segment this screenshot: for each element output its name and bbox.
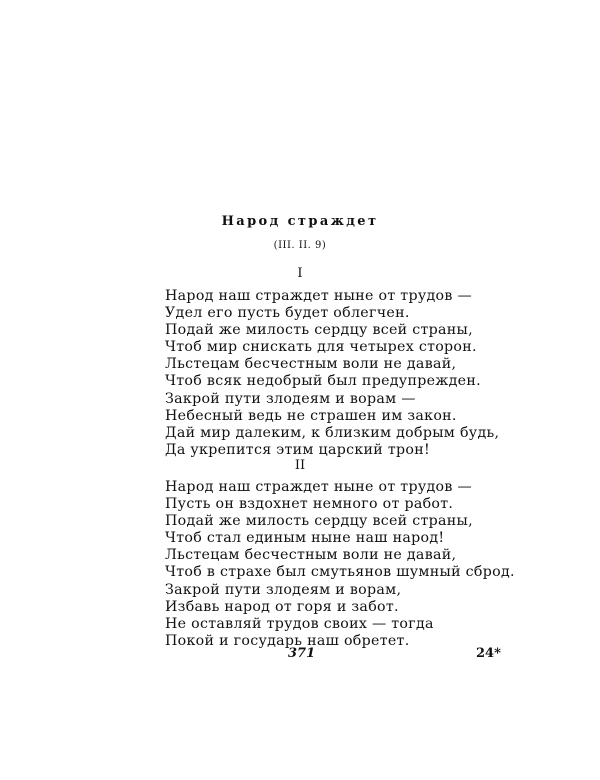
- signature-mark: 24*: [476, 646, 501, 661]
- poem-subtitle: (III. II. 9): [273, 240, 327, 251]
- verse-line: Удел его пусть будет облегчен.: [165, 305, 410, 322]
- verse-line: Чтоб стал единым ныне наш народ!: [165, 530, 445, 547]
- verse-line: Народ наш страждет ныне от трудов —: [165, 479, 472, 495]
- stanza-1: [165, 288, 500, 459]
- verse-line: Избавь народ от горя и забот.: [165, 598, 399, 615]
- verse-line: Небесный ведь не страшен им закон.: [165, 407, 457, 424]
- verse-line: Закрой пути злодеям и ворам —: [165, 390, 416, 407]
- verse-line: Покой и государь наш обретет.: [165, 632, 410, 649]
- verse-line: Закрой пути злодеям и ворам,: [165, 581, 402, 598]
- verse-line: Льстецам бесчестным воли не давай,: [165, 356, 457, 373]
- section-number-1: I: [297, 266, 303, 281]
- verse-line: Чтоб всяк недобрый был предупрежден.: [165, 373, 481, 390]
- verse-line: Чтоб мир снискать для четырех сторон.: [165, 339, 477, 356]
- verse-line: Пусть он вздохнет немного от работ.: [165, 496, 454, 513]
- verse-line: Да укрепится этим царский трон!: [165, 441, 430, 458]
- page-number: 371: [288, 646, 316, 661]
- poem-title: Народ страждет: [221, 214, 379, 229]
- stanza-2: [165, 479, 515, 650]
- verse-line: Льстецам бесчестным воли не давай,: [165, 547, 457, 564]
- verse-line: Подай же милость сердцу всей страны,: [165, 322, 473, 339]
- section-number-2: II: [294, 458, 306, 473]
- verse-line: Подай же милость сердцу всей страны,: [165, 513, 473, 530]
- verse-line: Не оставляй трудов своих — тогда: [165, 615, 434, 632]
- verse-line: Чтоб в страхе был смутьянов шумный сброд.: [165, 564, 515, 581]
- verse-line: Народ наш страждет ныне от трудов —: [165, 288, 472, 304]
- verse-line: Дай мир далеким, к близким добрым будь,: [165, 424, 500, 441]
